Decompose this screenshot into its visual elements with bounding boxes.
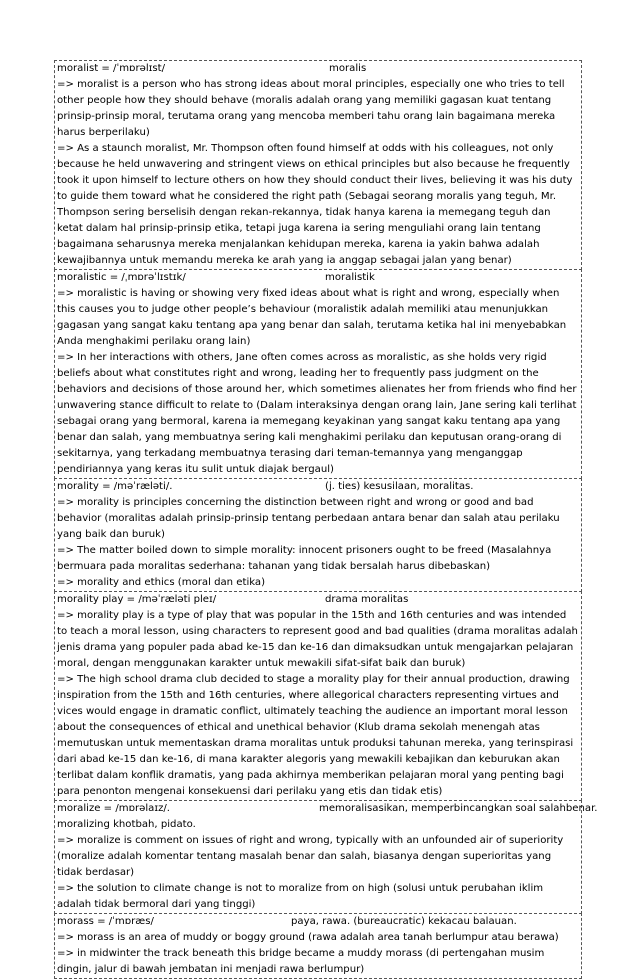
entry-example: => in midwinter the track beneath this bridge became a muddy morass (di pertengahan musim dingin, jalur di bawah jembatan ini menjadi rawa berlumpur) bbox=[57, 948, 545, 975]
entry-term: moralistic = /ˌmɒrəˈlɪstɪk/ bbox=[57, 272, 186, 283]
entry-header bbox=[57, 801, 598, 817]
entry-header bbox=[57, 270, 579, 286]
entry-meaning: (j. ties) kesusilaan, moralitas. bbox=[325, 481, 474, 492]
entry-definition: => morass is an area of muddy or boggy ground (rawa adalah area tanah berlumpur atau berawa) bbox=[57, 932, 559, 943]
entry-example: => The matter boiled down to simple morality: innocent prisoners ought to be freed (Masalahnya bermuara pada moralitas sederhana: tahanan yang tidak bersalah harus dibebaskan) bbox=[57, 545, 552, 572]
entry-morality-play bbox=[54, 591, 582, 801]
dictionary-page bbox=[54, 60, 598, 979]
entry-header bbox=[57, 914, 579, 930]
entry-meaning: moralis bbox=[329, 63, 367, 74]
entry-header bbox=[57, 479, 579, 495]
entry-morass bbox=[54, 913, 582, 979]
entry-moralist bbox=[54, 60, 582, 270]
entry-term: moralize = /mɒrəlaɪz/. bbox=[57, 803, 170, 814]
entry-definition: => morality is principles concerning the distinction between right and wrong or good and bad behavior (moralitas adalah prinsip-prinsip tentang perbedaan antara benar dan salah atau perilaku yang baik dan buruk) bbox=[57, 497, 560, 540]
entry-moralize bbox=[54, 800, 598, 914]
entry-header bbox=[57, 592, 579, 608]
entry-moralistic bbox=[54, 269, 582, 479]
entry-extra: moralizing khotbah, pidato. bbox=[57, 819, 196, 830]
entry-term: moralist = /ˈmɒrəlɪst/ bbox=[57, 63, 165, 74]
entry-morality bbox=[54, 478, 582, 592]
entry-term: morality play = /məˈræləti pleɪ/ bbox=[57, 594, 217, 605]
entry-meaning: paya, rawa. (bureaucratic) kekacau balauan. bbox=[291, 916, 517, 927]
entry-definition: => moralist is a person who has strong ideas about moral principles, especially one who tries to tell other people how they should behave (moralis adalah orang yang memiliki gagasan kuat tentang prinsip-prinsip moral, terutama orang yang mencoba memberi tahu orang lain bagaimana mereka harus berperilaku) bbox=[57, 79, 565, 138]
entry-meaning: drama moralitas bbox=[325, 594, 409, 605]
entry-definition: => moralistic is having or showing very fixed ideas about what is right and wrong, especially when this causes you to judge other people’s behaviour (moralistik adalah memiliki atau menunjukkan gagasan yang sangat kaku tentang apa yang benar dan salah, terutama ketika hal ini menyebabkan Anda menghakimi perilaku orang lain) bbox=[57, 288, 567, 347]
entry-header bbox=[57, 61, 579, 77]
entry-collocation: => morality and ethics (moral dan etika) bbox=[57, 577, 266, 588]
entry-definition: => morality play is a type of play that was popular in the 15th and 16th centuries and was intended to teach a moral lesson, using characters to represent good and bad qualities (drama moralitas adalah jenis drama yang populer pada abad ke-15 dan ke-16 dan dimaksudkan untuk mengajarkan pelajaran moral, dengan menggunakan karakter untuk mewakili sifat-sifat baik dan buruk) bbox=[57, 610, 578, 669]
entry-example: => As a staunch moralist, Mr. Thompson often found himself at odds with his colleagues, not only because he held unwavering and stringent views on ethical principles but also because he frequently took it upon himself to lecture others on how they should conduct their lives, believing it was his duty to guide them toward what he considered the right path (Sebagai seorang moralis yang teguh, Mr. Thompson sering berselisih dengan rekan-rekannya, tidak hanya karena ia memegang teguh dan ketat dalam hal prinsip-prinsip etika, tetapi juga karena ia sering menguliahi orang lain tentang bagaimana seharusnya mereka menjalankan kehidupan mereka, karena ia yakin bahwa adalah kewajibannya untuk memandu mereka ke arah yang ia anggap sebagai jalan yang benar) bbox=[57, 143, 573, 266]
entry-example: => The high school drama club decided to stage a morality play for their annual production, drawing inspiration from the 15th and 16th centuries, where allegorical characters representing virtues and vices would engage in dramatic conflict, ultimately teaching the audience an important moral lesson about the consequences of ethical and unethical behavior (Klub drama sekolah menengah atas memutuskan untuk mementaskan drama moralitas untuk produksi tahunan mereka, yang terinspirasi dari abad ke-15 dan ke-16, di mana karakter alegoris yang mewakili kebajikan dan keburukan akan terlibat dalam konflik dramatis, yang pada akhirnya memberikan pelajaran moral yang penting bagi para penonton mengenai konsekuensi dari perilaku yang etis dan tidak etis) bbox=[57, 674, 574, 797]
entry-meaning: memoralisasikan, memperbincangkan soal salahbenar. bbox=[319, 803, 598, 814]
entry-example: => In her interactions with others, Jane often comes across as moralistic, as she holds very rigid beliefs about what constitutes right and wrong, leading her to frequently pass judgment on the behaviors and decisions of those around her, which sometimes alienates her from friends who find her unwavering stance difficult to relate to (Dalam interaksinya dengan orang lain, Jane sering kali terlihat sebagai orang yang bermoral, karena ia memegang keyakinan yang sangat kaku tentang apa yang benar dan salah, yang membuatnya sering kali menghakimi perilaku dan keputusan orang-orang di sekitarnya, yang terkadang membuatnya terasing dari teman-temannya yang menganggap pendiriannya yang keras itu sulit untuk diajak bergaul) bbox=[57, 352, 577, 475]
entry-term: morass = /ˈmɒræs/ bbox=[57, 916, 154, 927]
entry-definition: => moralize is comment on issues of right and wrong, typically with an unfounded air of superiority (moralize adalah komentar tentang masalah benar dan salah, biasanya dengan superioritas yang tidak berdasar) bbox=[57, 835, 564, 878]
entry-meaning: moralistik bbox=[325, 272, 375, 283]
entry-term: morality = /məˈræləti/. bbox=[57, 481, 173, 492]
entry-example: => the solution to climate change is not to moralize from on high (solusi untuk perubahan iklim adalah tidak bermoral dari yang tinggi) bbox=[57, 883, 544, 910]
